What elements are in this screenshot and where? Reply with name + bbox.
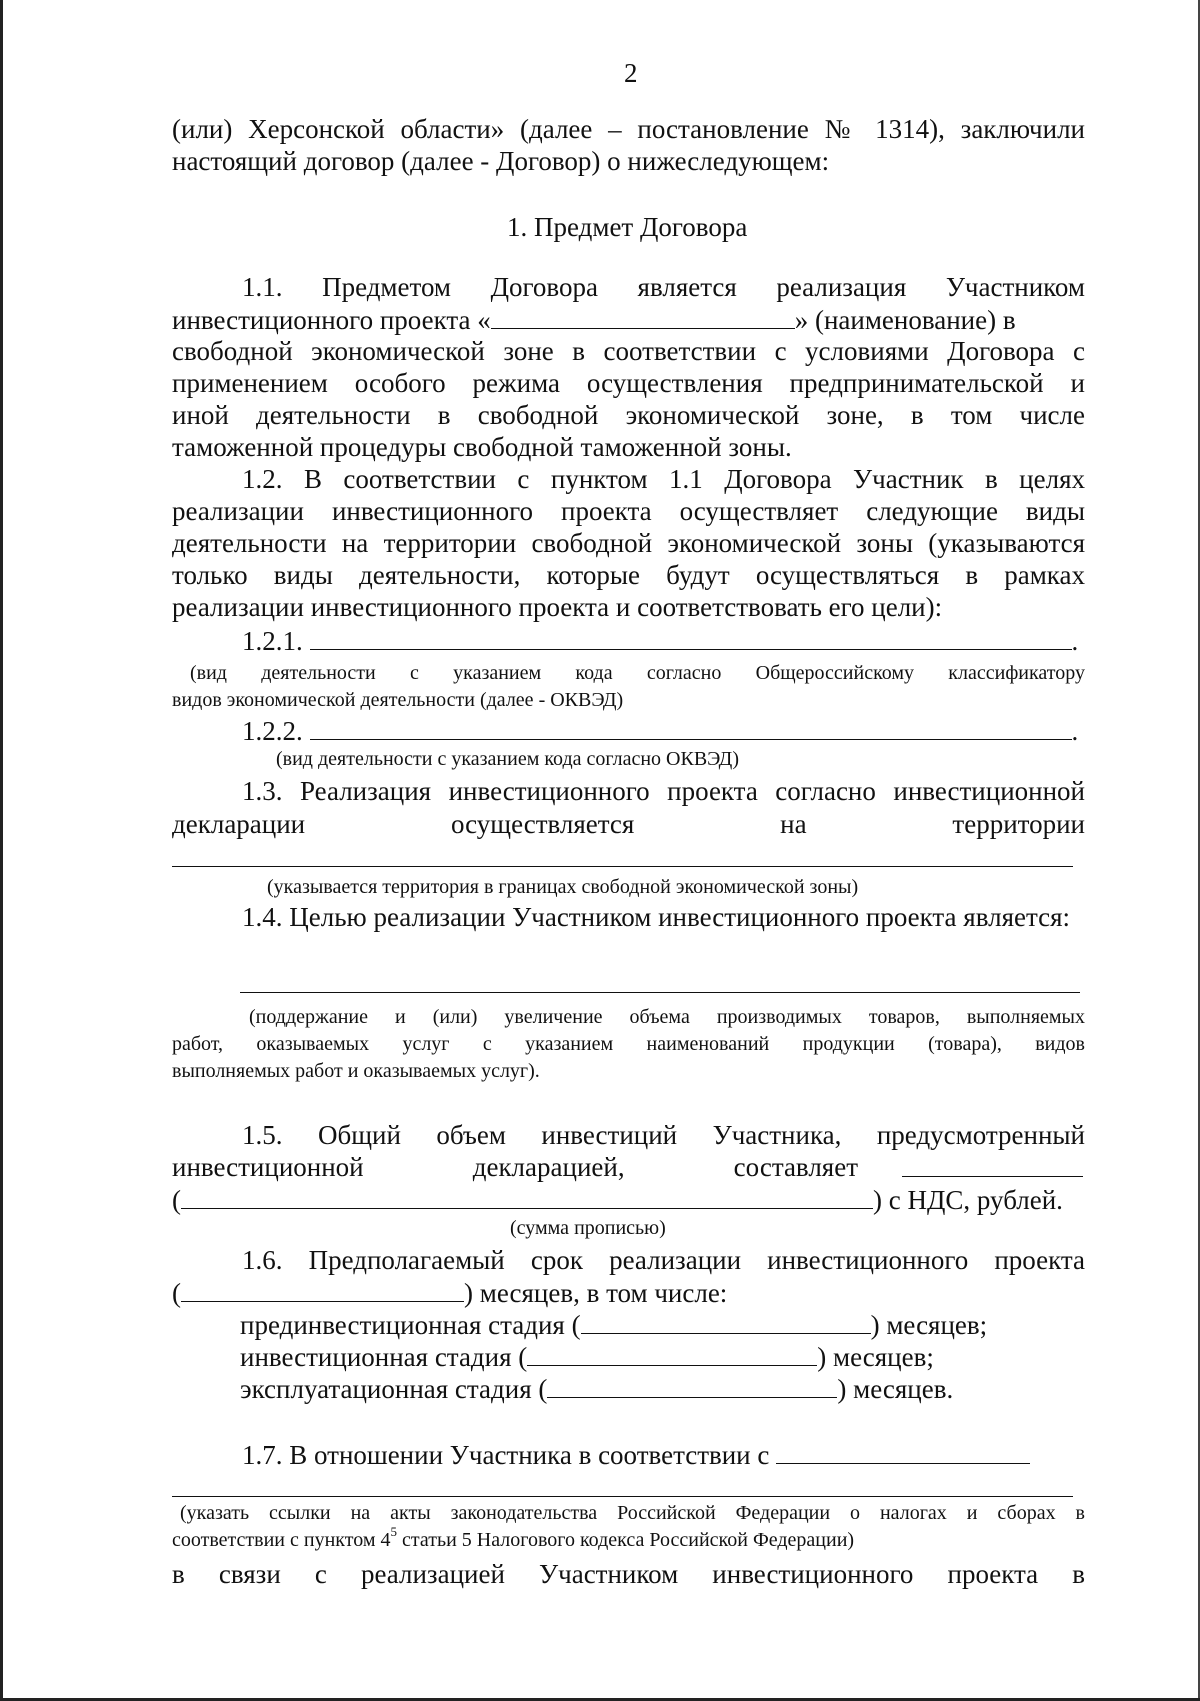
p1-5-line-3	[172, 1186, 1085, 1214]
p1-2-1-number: 1.2.1.	[242, 626, 303, 656]
p1-2-line-2: реализации инвестиционного проекта осуществляет следующие виды	[172, 496, 1085, 526]
p1-2-2-number: 1.2.2.	[242, 716, 303, 746]
p1-4-note-3: выполняемых работ и оказываемых услуг).	[172, 1060, 540, 1082]
pre-stage-blank[interactable]	[581, 1311, 871, 1334]
p1-4-note-2: работ, оказываемых услуг с указанием наименований продукции (товара), видов	[172, 1033, 1085, 1055]
p1-2-1-note-2: видов экономической деятельности (далее - ОКВЭД)	[172, 689, 624, 711]
p1-1-project-prefix: инвестиционного проекта «	[172, 305, 491, 335]
goal-blank[interactable]	[240, 992, 1080, 993]
p1-5-line-2: инвестиционной декларацией, составляет	[172, 1152, 858, 1182]
inv-stage-label: инвестиционная стадия (	[240, 1342, 528, 1372]
p1-7-note-2-b: статьи 5 Налогового кодекса Российской Федерации)	[397, 1529, 855, 1551]
p1-1-line-3: свободной экономической зоне в соответствии с условиями Договора с	[172, 336, 1085, 366]
scan-edge-left	[0, 0, 3, 1701]
p1-7-text: 1.7. В отношении Участника в соответствии с	[242, 1440, 770, 1470]
p1-1-line-1: 1.1. Предметом Договора является реализация Участником	[242, 272, 1085, 302]
p1-2-line-5: реализации инвестиционного проекта и соответствовать его цели):	[172, 592, 943, 622]
activity-2-blank[interactable]	[310, 717, 1072, 740]
duration-total-blank[interactable]	[181, 1279, 464, 1302]
investment-amount-blank[interactable]	[902, 1176, 1083, 1177]
p1-2-line-4: только виды деятельности, которые будут осуществляться в рамках	[172, 560, 1085, 590]
p1-6-pre-stage	[240, 1311, 987, 1339]
p1-5-open-paren: (	[172, 1185, 181, 1215]
p1-6-exp-stage	[240, 1375, 953, 1403]
section-title: 1. Предмет Договора	[507, 212, 748, 242]
p1-2-1-line	[242, 627, 1078, 655]
p1-2-2-note: (вид деятельности с указанием кода согласно ОКВЭД)	[276, 748, 739, 770]
p1-7-line-1	[242, 1441, 1030, 1469]
law-reference-blank-1[interactable]	[776, 1441, 1030, 1464]
p1-5-note: (сумма прописью)	[510, 1217, 666, 1239]
p1-7-note-2-a: соответствии с пунктом 4	[172, 1529, 391, 1551]
p1-3-note: (указывается территория в границах свободной экономической зоны)	[267, 876, 859, 898]
exp-stage-end: ) месяцев.	[837, 1374, 954, 1404]
pre-stage-end: ) месяцев;	[870, 1310, 988, 1340]
p1-1-line-5: иной деятельности в свободной экономической зоне, в том числе	[172, 400, 1085, 430]
p1-7-note-1: (указать ссылки на акты законодательства Российской Федерации о налогах и сборах в	[180, 1502, 1085, 1524]
p1-2-line-1: 1.2. В соответствии с пунктом 1.1 Договора Участник в целях	[242, 464, 1085, 494]
p1-2-1-note-1: (вид деятельности с указанием кода согласно Общероссийскому классификатору	[190, 662, 1085, 684]
territory-blank[interactable]	[172, 866, 1073, 867]
intro-line-1: (или) Херсонской области» (далее – постановление № 1314), заключили	[172, 114, 1085, 144]
p1-1-line-4: применением особого режима осуществления предпринимательской и	[172, 368, 1085, 398]
p1-6-inv-stage	[240, 1343, 934, 1371]
intro-line-2: настоящий договор (далее - Договор) о нижеследующем:	[172, 146, 830, 176]
p1-7-last-line: в связи с реализацией Участником инвестиционного проекта в	[172, 1559, 1085, 1589]
p1-7-note-2	[172, 1524, 1085, 1551]
p1-4-note-1: (поддержание и (или) увеличение объема производимых товаров, выполняемых	[249, 1006, 1085, 1028]
law-reference-blank-2[interactable]	[172, 1496, 1073, 1497]
inv-stage-end: ) месяцев;	[817, 1342, 934, 1372]
exp-stage-blank[interactable]	[547, 1375, 837, 1398]
page-number: 2	[624, 58, 638, 88]
exp-stage-label: эксплуатационная стадия (	[240, 1374, 548, 1404]
inv-stage-blank[interactable]	[527, 1343, 817, 1366]
p1-6-open-paren: (	[172, 1278, 181, 1308]
p1-5-close-text: ) с НДС, рублей.	[873, 1185, 1063, 1215]
p1-6-close-text: ) месяцев, в том числе:	[464, 1278, 728, 1308]
p1-2-2-line	[242, 717, 1078, 745]
p1-2-1-period: .	[1071, 626, 1079, 656]
p1-1-line-2	[172, 306, 1085, 334]
p1-3-line-1: 1.3. Реализация инвестиционного проекта согласно инвестиционной	[242, 776, 1085, 806]
p1-4-line-1: 1.4. Целью реализации Участником инвестиционного проекта является:	[242, 902, 1071, 932]
p1-1-project-suffix: » (наименование) в	[794, 305, 1016, 335]
p1-6-line-1: 1.6. Предполагаемый срок реализации инвестиционного проекта	[242, 1245, 1085, 1275]
p1-6-line-2	[172, 1279, 1085, 1307]
p1-7-note-2-sup: 5	[390, 1524, 397, 1540]
p1-3-line-2: декларации осуществляется на территории	[172, 809, 1085, 839]
project-name-blank[interactable]	[491, 306, 795, 329]
p1-2-2-period: .	[1071, 716, 1079, 746]
investment-words-blank[interactable]	[181, 1186, 873, 1209]
p1-1-line-6: таможенной процедуры свободной таможенной зоны.	[172, 432, 792, 462]
pre-stage-label: прединвестиционная стадия (	[240, 1310, 581, 1340]
p1-5-line-1: 1.5. Общий объем инвестиций Участника, предусмотренный	[242, 1120, 1085, 1150]
p1-2-line-3: деятельности на территории свободной экономической зоны (указываются	[172, 528, 1085, 558]
activity-1-blank[interactable]	[310, 627, 1072, 650]
